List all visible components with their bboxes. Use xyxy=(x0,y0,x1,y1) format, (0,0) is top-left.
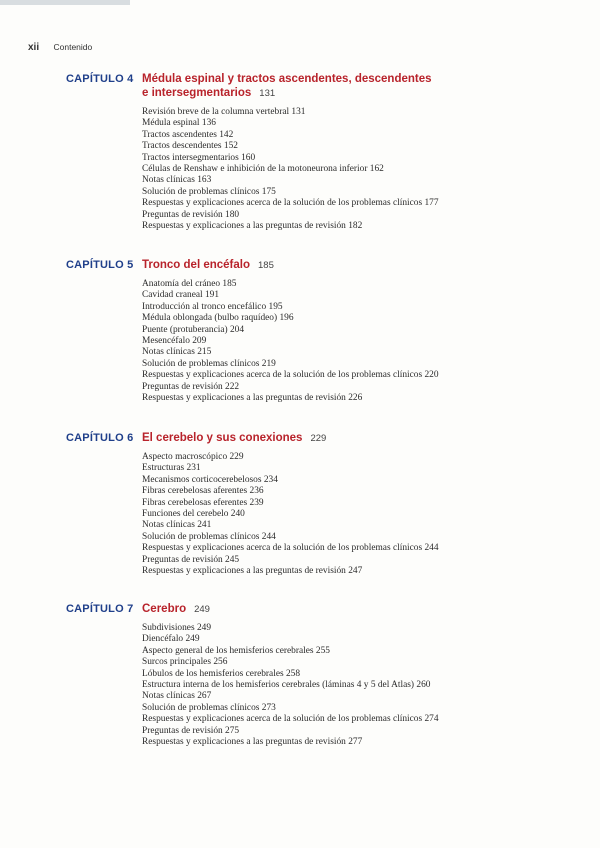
chapter-entries xyxy=(142,452,576,577)
toc-entry: Mecanismos corticocerebelosos 234 xyxy=(142,474,278,485)
chapter-4 xyxy=(66,72,576,232)
toc-entry: Subdivisiones 249 xyxy=(142,623,212,633)
toc-entry: Aspecto macroscópico 229 xyxy=(142,452,244,462)
toc-entry: Solución de problemas clínicos 273 xyxy=(142,702,276,713)
chapter-6 xyxy=(66,431,576,577)
toc-entry: Respuestas y explicaciones a las preguntas de revisión 247 xyxy=(142,566,363,577)
chapter-heading xyxy=(66,258,576,273)
chapter-title: Médula espinal y tractos ascendentes, descendentes xyxy=(142,73,432,85)
chapter-5 xyxy=(66,258,576,404)
chapter-title: Tronco del encéfalo xyxy=(142,259,250,271)
chapter-label: CAPÍTULO 4 xyxy=(66,73,134,85)
toc-entry: Fibras cerebelosas aferentes 236 xyxy=(142,486,264,497)
chapter-7 xyxy=(66,602,576,748)
toc-entry: Tractos intersegmentarios 160 xyxy=(142,152,256,163)
toc-entry: Respuestas y explicaciones a las preguntas de revisión 182 xyxy=(142,221,363,232)
page-header xyxy=(28,42,92,53)
running-head: Contenido xyxy=(53,42,93,52)
chapter-heading xyxy=(66,602,576,617)
toc-entry: Células de Renshaw e inhibición de la motoneurona inferior 162 xyxy=(142,164,384,175)
toc-entry: Diencéfalo 249 xyxy=(142,634,200,645)
chapter-page: 249 xyxy=(194,604,210,615)
toc-entry: Tractos descendentes 152 xyxy=(142,141,238,152)
chapter-page: 131 xyxy=(259,88,276,99)
toc-entry: Notas clínicas 267 xyxy=(142,691,212,702)
toc-entry: Revisión breve de la columna vertebral 131 xyxy=(142,107,306,117)
chapter-label: CAPÍTULO 5 xyxy=(66,259,134,271)
toc-entry: Preguntas de revisión 222 xyxy=(142,381,240,392)
toc-entry: Cavidad craneal 191 xyxy=(142,290,220,301)
chapter-title: Cerebro xyxy=(142,603,187,615)
chapter-title-block xyxy=(142,602,210,617)
toc-entry: Respuestas y explicaciones acerca de la solución de los problemas clínicos 220 xyxy=(142,370,439,381)
chapter-entries xyxy=(142,279,576,404)
toc-entry: Aspecto general de los hemisferios cerebrales 255 xyxy=(142,645,330,656)
chapter-title-block xyxy=(142,431,326,446)
chapter-title-block xyxy=(142,258,274,273)
chapter-heading xyxy=(66,72,576,101)
toc-entry: Introducción al tronco encefálico 195 xyxy=(142,301,283,312)
page-number: xii xyxy=(28,42,40,53)
toc-entry: Puente (protuberancia) 204 xyxy=(142,324,245,335)
toc-entry: Mesencéfalo 209 xyxy=(142,336,207,347)
toc-entry: Estructuras 231 xyxy=(142,463,201,474)
toc-entry: Tractos ascendentes 142 xyxy=(142,129,234,140)
toc-entry: Surcos principales 256 xyxy=(142,657,228,668)
chapter-entries xyxy=(142,623,576,748)
toc-entry: Solución de problemas clínicos 175 xyxy=(142,186,276,197)
chapter-page: 185 xyxy=(258,260,274,271)
chapter-title: El cerebelo y sus conexiones xyxy=(142,432,303,444)
toc-entry: Médula espinal 136 xyxy=(142,118,216,129)
toc-entry: Respuestas y explicaciones acerca de la solución de los problemas clínicos 177 xyxy=(142,198,439,209)
toc-entry: Médula oblongada (bulbo raquídeo) 196 xyxy=(142,313,294,324)
top-edge-bar xyxy=(0,0,130,5)
toc-entry: Respuestas y explicaciones a las preguntas de revisión 277 xyxy=(142,737,363,748)
chapter-title-line2: e intersegmentarios xyxy=(142,87,252,99)
toc-entry: Estructura interna de los hemisferios cerebrales (láminas 4 y 5 del Atlas) 260 xyxy=(142,680,431,691)
toc-entry: Notas clínicas 163 xyxy=(142,175,212,186)
toc-entry: Solución de problemas clínicos 244 xyxy=(142,531,276,542)
chapter-entries xyxy=(142,107,576,232)
toc-entry: Preguntas de revisión 275 xyxy=(142,725,240,736)
chapter-label: CAPÍTULO 6 xyxy=(66,432,134,444)
toc-entry: Preguntas de revisión 180 xyxy=(142,209,240,220)
toc-entry: Solución de problemas clínicos 219 xyxy=(142,358,276,369)
toc-entry: Funciones del cerebelo 240 xyxy=(142,509,245,520)
toc-entry: Respuestas y explicaciones acerca de la solución de los problemas clínicos 244 xyxy=(142,543,439,554)
toc-entry: Preguntas de revisión 245 xyxy=(142,554,240,565)
chapter-page: 229 xyxy=(310,433,327,444)
toc-entry: Lóbulos de los hemisferios cerebrales 258 xyxy=(142,668,301,679)
chapter-label: CAPÍTULO 7 xyxy=(66,603,134,615)
toc-entry: Notas clínicas 241 xyxy=(142,520,212,531)
toc-entry: Respuestas y explicaciones acerca de la solución de los problemas clínicos 274 xyxy=(142,714,439,725)
toc-entry: Fibras cerebelosas eferentes 239 xyxy=(142,497,264,508)
chapter-title-block xyxy=(142,72,432,101)
chapter-heading xyxy=(66,431,576,446)
toc-entry: Respuestas y explicaciones a las preguntas de revisión 226 xyxy=(142,393,363,404)
toc-entry: Anatomía del cráneo 185 xyxy=(142,279,237,289)
toc-entry: Notas clínicas 215 xyxy=(142,347,212,358)
